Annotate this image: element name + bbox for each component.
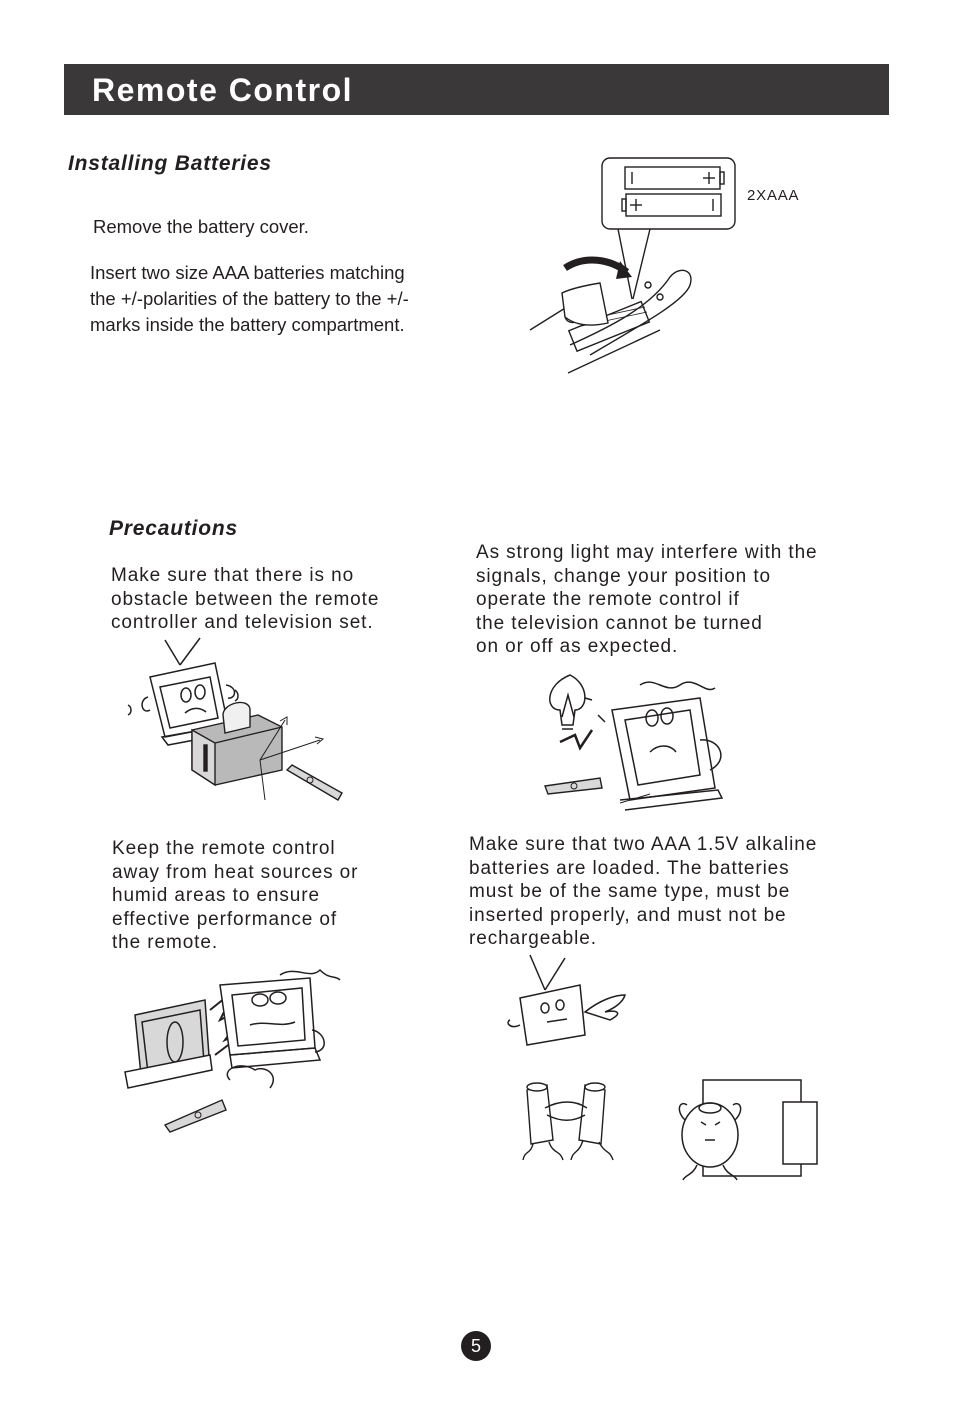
precaution-battery-type: Make sure that two AAA 1.5V alkaline batteries are loaded. The batteries must be of the same type, must be inserted properly, and must not be rechargeable. [469, 834, 818, 950]
charger-battery-illustration [679, 1080, 817, 1180]
battery-pair-illustration [523, 1083, 613, 1160]
precaution-no-obstacle: Make sure that there is no obstacle between the remote controller and television set. [111, 565, 380, 634]
header-bar [64, 64, 889, 115]
install-step-line: Insert two size AAA batteries matching [90, 262, 405, 283]
precaution-strong-light: As strong light may interfere with the signals, change your position to operate the remote control if the television cannot be turned on or off as expected. [476, 542, 818, 658]
battery-compartment-illustration [520, 155, 760, 380]
installing-batteries-heading: Installing Batteries [68, 152, 272, 175]
install-step-insert-batteries [90, 260, 409, 338]
page-title: Remote Control [92, 72, 353, 108]
tv-strong-light-illustration [540, 670, 750, 810]
tv-heat-illustration [120, 960, 360, 1135]
install-step-line: the +/-polarities of the battery to the +/- [90, 288, 409, 309]
install-step-remove-cover: Remove the battery cover. [93, 216, 309, 237]
install-step-line: marks inside the battery compartment. [90, 314, 405, 335]
precautions-heading: Precautions [109, 517, 239, 540]
page-number: 5 [461, 1331, 491, 1361]
precaution-heat-humidity: Keep the remote control away from heat sources or humid areas to ensure effective performance of the remote. [112, 838, 359, 954]
battery-size-caption: 2XAAA [747, 187, 800, 204]
tv-obstacle-illustration [120, 635, 360, 810]
tv-battery-illustration [505, 950, 835, 1185]
